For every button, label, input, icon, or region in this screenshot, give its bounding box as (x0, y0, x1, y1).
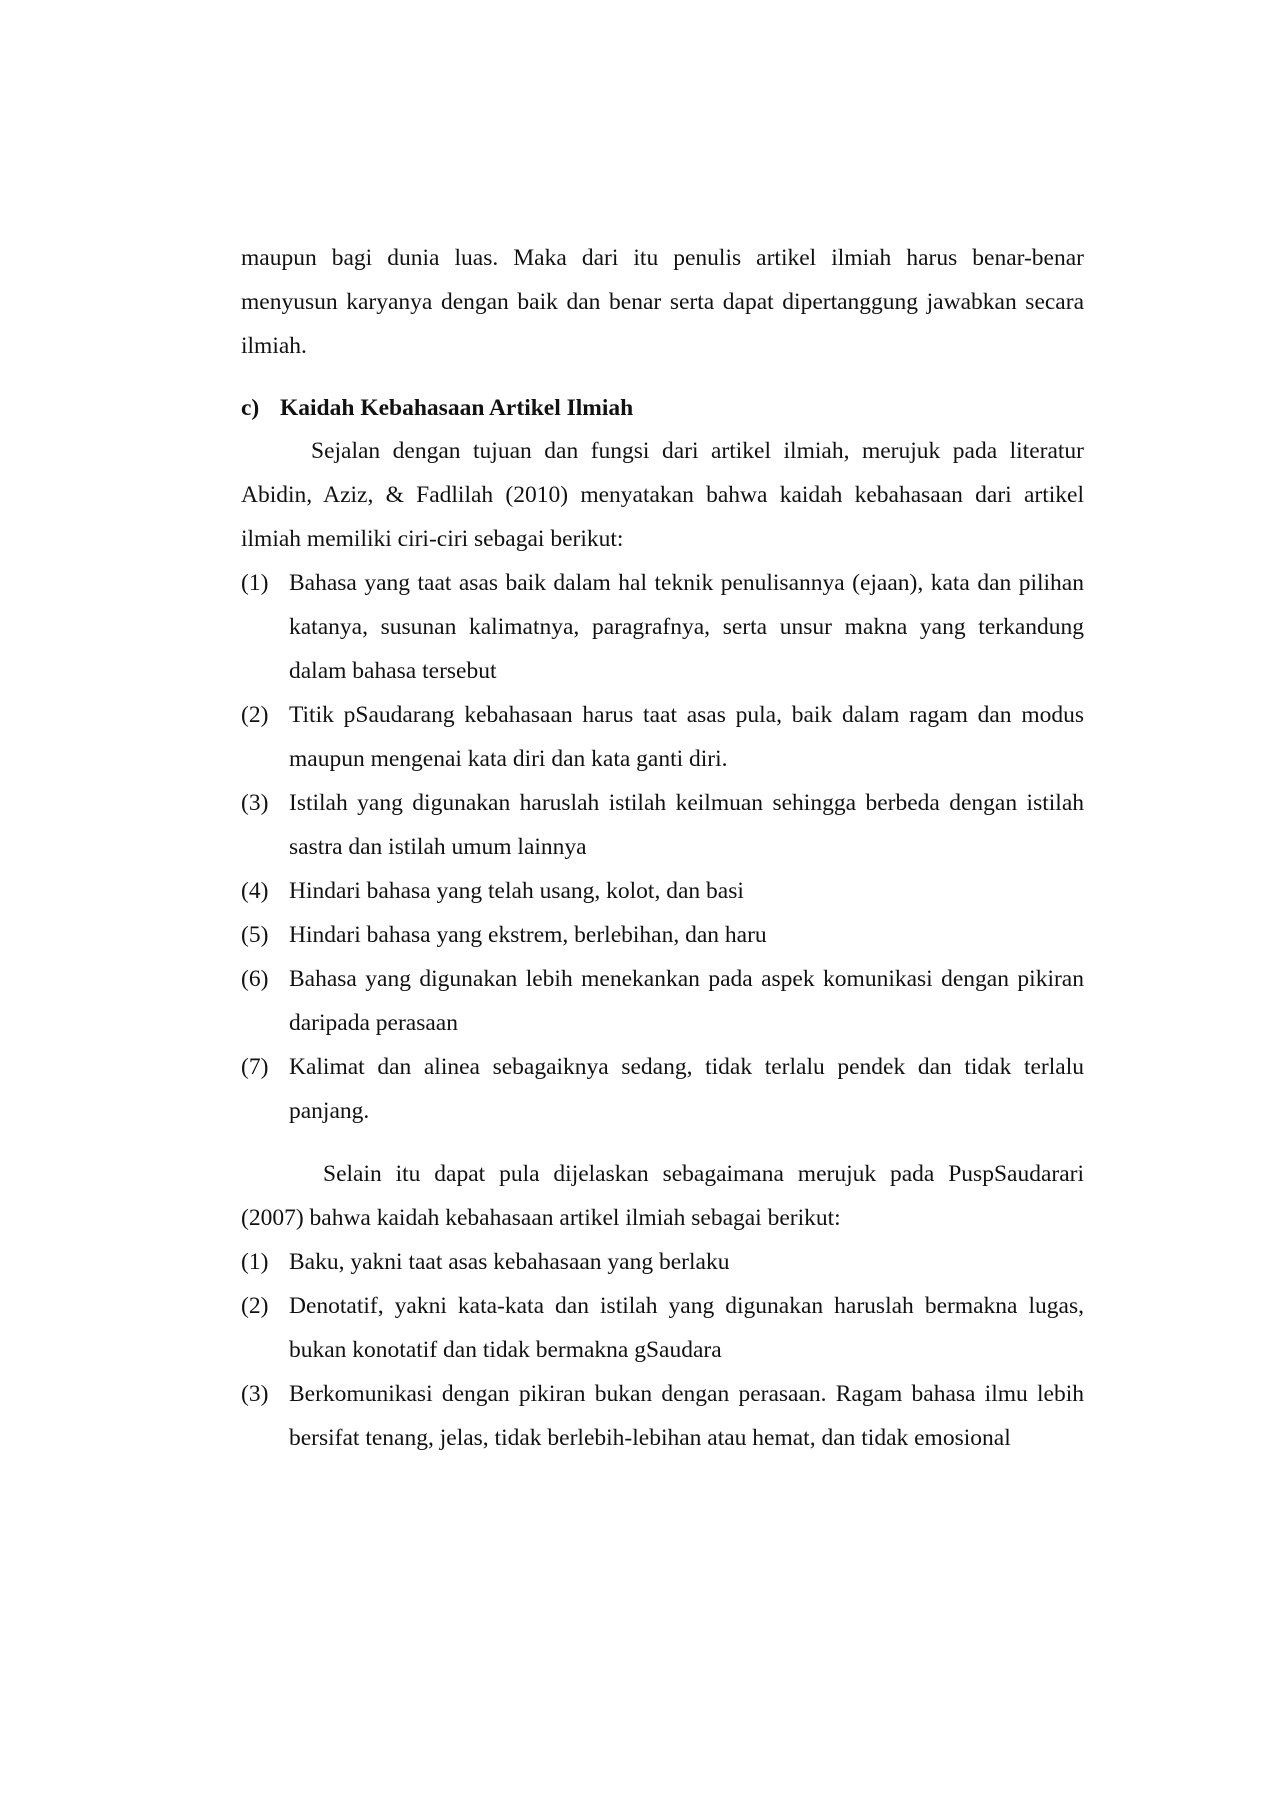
list-item-number: (3) (241, 790, 269, 816)
list-item-text: Istilah yang digunakan haruslah istilah keilmuan sehingga berbeda dengan istilah sastra dan istilah umum lainnya (289, 790, 1084, 860)
list-item-number: (2) (241, 702, 269, 728)
list-item-number: (2) (241, 1293, 269, 1319)
list-item-text: Hindari bahasa yang telah usang, kolot, dan basi (289, 878, 744, 904)
list-item-number: (5) (241, 922, 269, 948)
section-heading (241, 387, 1084, 429)
list-item-number: (4) (241, 878, 269, 904)
list-item (241, 781, 1084, 869)
list-item-text: Berkomunikasi dengan pikiran bukan dengan perasaan. Ragam bahasa ilmu lebih bersifat tenang, jelas, tidak berlebih-lebihan atau hemat, dan tidak emosional (289, 1381, 1084, 1451)
list-item (241, 957, 1084, 1045)
list-item-text: Baku, yakni taat asas kebahasaan yang berlaku (289, 1249, 730, 1275)
section-title: Kaidah Kebahasaan Artikel Ilmiah (280, 395, 634, 421)
list-item (241, 561, 1084, 693)
list-item-text: Denotatif, yakni kata-kata dan istilah yang digunakan haruslah bermakna lugas, bukan konotatif dan tidak bermakna gSaudara (289, 1293, 1084, 1363)
list-item (241, 1240, 1084, 1284)
list-item (241, 1284, 1084, 1372)
paragraph-puspsaudarari: Selain itu dapat pula dijelaskan sebagaimana merujuk pada PuspSaudarari (2007) bahwa kaidah kebahasaan artikel ilmiah sebagai berikut: (241, 1161, 1084, 1231)
list-item-text: Bahasa yang digunakan lebih menekankan pada aspek komunikasi dengan pikiran daripada perasaan (289, 966, 1084, 1036)
list-item-number: (1) (241, 570, 269, 596)
list-item (241, 1045, 1084, 1133)
list-item (241, 1372, 1084, 1460)
section-marker: c) (241, 395, 260, 421)
list-item-number: (6) (241, 966, 269, 992)
list-item-number: (3) (241, 1381, 269, 1407)
list-item-text: Titik pSaudarang kebahasaan harus taat asas pula, baik dalam ragam dan modus maupun mengenai kata diri dan kata ganti diri. (289, 702, 1084, 772)
intro-paragraph: maupun bagi dunia luas. Maka dari itu penulis artikel ilmiah harus benar-benar menyusun karyanya dengan baik dan benar serta dapat dipertanggung jawabkan secara ilmiah. (241, 245, 1084, 359)
document-page (241, 236, 1084, 1460)
list-item-text: Bahasa yang taat asas baik dalam hal teknik penulisannya (ejaan), kata dan pilihan katanya, susunan kalimatnya, paragrafnya, serta unsur makna yang terkandung dalam bahasa tersebut (289, 570, 1084, 684)
list-item (241, 869, 1084, 913)
list-item-number: (1) (241, 1249, 269, 1275)
list-kaidah-abidin (241, 561, 1084, 1133)
paragraph-abidin: Sejalan dengan tujuan dan fungsi dari artikel ilmiah, merujuk pada literatur Abidin, Aziz, & Fadlilah (2010) menyatakan bahwa kaidah kebahasaan dari artikel ilmiah memiliki ciri-ciri sebagai berikut: (241, 438, 1084, 552)
list-item-text: Kalimat dan alinea sebagaiknya sedang, tidak terlalu pendek dan tidak terlalu panjang. (289, 1054, 1084, 1124)
list-item (241, 693, 1084, 781)
list-item-text: Hindari bahasa yang ekstrem, berlebihan, dan haru (289, 922, 767, 948)
list-item (241, 913, 1084, 957)
list-item-number: (7) (241, 1054, 269, 1080)
list-kaidah-puspsaudarari (241, 1240, 1084, 1460)
